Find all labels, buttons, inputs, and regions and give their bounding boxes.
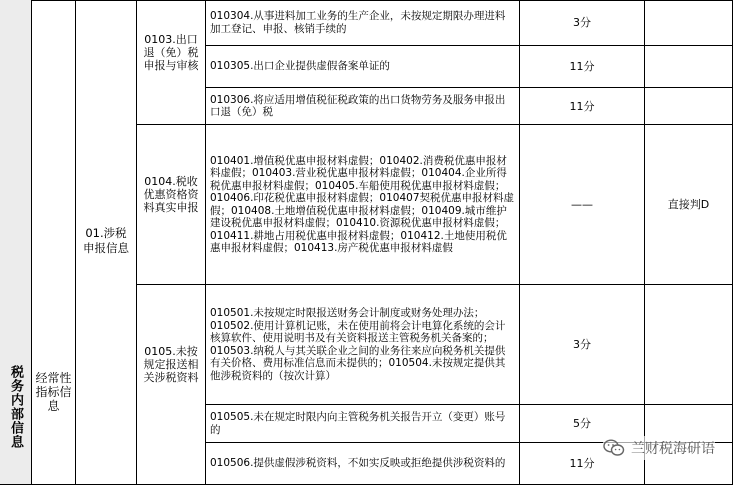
category-l2-label: 经常性指标信息 <box>35 371 72 413</box>
category-l2-cell <box>32 0 76 485</box>
category-l1-label: 税务内部信息 <box>8 365 23 449</box>
category-l3-cell <box>76 0 137 485</box>
score-cell-0104 <box>520 125 645 285</box>
group-0104-label: 0104.税收优惠资格资料真实申报 <box>143 175 199 214</box>
watermark <box>603 436 715 460</box>
row-desc-text: 010506.提供虚假涉税资料，不如实反映或拒绝提供涉税资料的 <box>210 457 506 470</box>
score-value: 3分 <box>573 16 591 29</box>
score-value: 11分 <box>569 99 595 113</box>
score-cell-010306 <box>520 88 645 125</box>
row-desc-text: 010304.从事进料加工业务的生产企业，未按规定期限办理进料加工登记、申报、核销手续的 <box>210 10 506 35</box>
score-value: 3分 <box>573 338 591 351</box>
score-value: —— <box>571 198 593 211</box>
row-desc-text: 010501.未按规定时限报送财务会计制度或财务处理办法；010502.使用计算机记账，未在使用前将会计电算化系统的会计核算软件、使用说明书及有关资料报送主管税务机关备案的；010503.纳税人与其关联企业之间的业务往来应向税务机关提供有关价格、费用标准信息而未提供的；010504.未按规定提供其他涉税资料的（按次计算） <box>210 307 506 382</box>
score-cell-010304 <box>520 0 645 46</box>
table-row-010305-desc <box>206 46 520 88</box>
row-desc-text: 010305.出口企业提供虚假备案单证的 <box>210 60 390 73</box>
note-cell-010304 <box>645 0 733 46</box>
row-desc-text: 010306.将应适用增值税征税政策的出口货物劳务及服务申报出口退（免）税 <box>210 93 506 118</box>
table-row-010505-desc <box>206 405 520 443</box>
wechat-icon <box>603 439 625 457</box>
score-value: 5分 <box>573 417 591 430</box>
note-cell-010305 <box>645 46 733 88</box>
note-value: 直接判D <box>667 198 710 211</box>
note-cell-010306 <box>645 88 733 125</box>
row-desc-text: 010505.未在规定时限内向主管税务机关报告开立（变更）账号的 <box>210 411 506 436</box>
table-row-010304-desc <box>206 0 520 46</box>
note-cell-010501 <box>645 285 733 405</box>
score-cell-010305 <box>520 46 645 88</box>
group-0104-cell <box>137 125 206 285</box>
table-row-010306-desc <box>206 88 520 125</box>
note-cell-0104 <box>645 125 733 285</box>
table-row-0104-desc <box>206 125 520 285</box>
category-l3-label: 01.涉税申报信息 <box>83 226 129 255</box>
group-0103-cell <box>137 0 206 125</box>
table-row-010501-desc <box>206 285 520 405</box>
table-row-010506-desc <box>206 443 520 485</box>
watermark-text: 兰财税海研语 <box>631 441 715 457</box>
group-0105-cell <box>137 285 206 485</box>
group-0105-label: 0105.未按规定报送相关涉税资料 <box>143 345 199 384</box>
category-l1-cell <box>0 0 32 485</box>
score-value: 11分 <box>569 457 595 470</box>
score-value: 11分 <box>569 60 595 73</box>
group-0103-label: 0103.出口退（免）税申报与审核 <box>143 32 199 72</box>
row-desc-text: 010401.增值税优惠申报材料虚假；010402.消费税优惠申报材料虚假；010403.营业税优惠申报材料虚假；010404.企业所得税优惠申报材料虚假；010405.车船使用税优惠申报材料虚假；010406.印花税优惠申报材料虚假；010407契税优惠申报材料虚假；010408.土地增值税优惠申报材料虚假；010409.城市维护建设税优惠申报材料虚假；010410.资源税优惠申报材料虚假；010411.耕地占用税优惠申报材料虚假；010412.土地使用税优惠申报材料虚假；010413.房产税优惠申报材料虚假 <box>210 154 515 254</box>
score-cell-010501 <box>520 285 645 405</box>
